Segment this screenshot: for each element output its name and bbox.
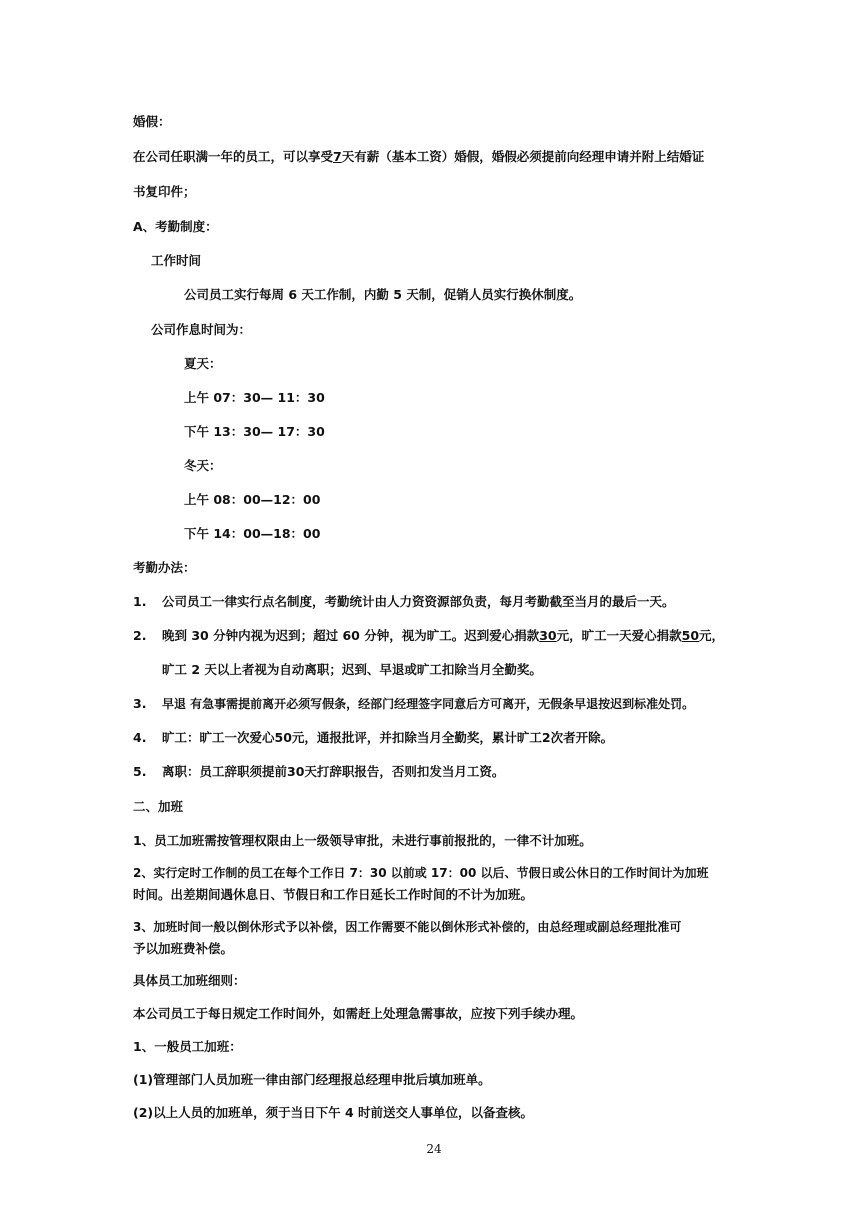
paragraph-line: (1)管理部门人员加班一律由部门经理报总经理申批后填加班单。: [133, 1072, 491, 1087]
list-item: 旷工：旷工一次爱心50元，通报批评，并扣除当月全勤奖，累计旷工2次者开除。: [162, 730, 614, 745]
time-range: 上午 08：00—12：00: [184, 492, 321, 507]
list-number: 1.: [133, 594, 147, 609]
season-label: 冬天：: [184, 458, 222, 473]
paragraph-line: 予以加班费补偿。: [133, 941, 234, 956]
list-item: 离职：员工辞职须提前30天打辞职报告，否则扣发当月工资。: [162, 764, 505, 779]
underlined-value: 7: [333, 149, 342, 164]
list-number: 4.: [133, 730, 147, 745]
paragraph-line: (2)以上人员的加班单，须于当日下午 4 时前送交人事单位，以备查核。: [133, 1105, 534, 1120]
heading-marriage-leave: 婚假：: [133, 114, 171, 129]
paragraph-line: 书复印件；: [133, 184, 196, 199]
list-item: 早退 有急事需提前离开必须写假条，经部门经理签字同意后方可离开，无假条早退按迟到标准处罚。: [162, 697, 695, 711]
paragraph-line: 本公司员工于每日规定工作时间外，如需赶上处理急需事故，应按下列手续办理。: [133, 1006, 584, 1021]
subheading-general-staff: 1、一般员工加班：: [133, 1039, 242, 1054]
list-item: 公司员工一律实行点名制度，考勤统计由人力资资源部负责，每月考勤截至当月的最后一天。: [162, 594, 675, 609]
list-item-continuation: 旷工 2 天以上者视为自动离职；迟到、早退或旷工扣除当月全勤奖。: [162, 662, 542, 677]
subheading-schedule: 公司作息时间为：: [151, 322, 252, 337]
list-item: 晚到 30 分钟内视为迟到；超过 60 分钟，视为旷工。迟到爱心捐款30元，旷工一天爱心捐款50元，: [162, 628, 725, 643]
list-number: 2.: [133, 628, 147, 643]
time-range: 下午 13：30— 17：30: [184, 424, 325, 439]
paragraph-line: 时间。出差期间遇休息日、节假日和工作日延长工作时间的不计为加班。: [133, 887, 534, 902]
paragraph-line: 在公司任职满一年的员工，可以享受7天有薪（基本工资）婚假，婚假必须提前向经理申请并附上结婚证: [133, 149, 705, 164]
subheading-attendance-method: 考勤办法：: [133, 560, 196, 575]
paragraph-line: 1、员工加班需按管理权限由上一级领导审批，未进行事前报批的，一律不计加班。: [133, 833, 592, 848]
underlined-value: 50: [681, 628, 700, 643]
time-range: 上午 07：30— 11：30: [184, 390, 325, 405]
list-number: 3.: [133, 696, 147, 711]
paragraph-line: 公司员工实行每周 6 天工作制，内勤 5 天制，促销人员实行换休制度。: [184, 287, 582, 302]
paragraph-line: 2、实行定时工作制的员工在每个工作日 7：30 以前或 17：00 以后、节假日或公休日的工作时间计为加班: [133, 866, 709, 880]
section-heading-overtime: 二、加班: [133, 799, 184, 814]
subheading-work-hours: 工作时间: [151, 253, 202, 268]
underlined-value: 30: [539, 628, 557, 643]
time-range: 下午 14：00—18：00: [184, 526, 321, 541]
page-number: 24: [426, 1142, 442, 1156]
season-label: 夏天：: [184, 356, 222, 371]
list-number: 5.: [133, 764, 147, 779]
paragraph-line: 3、加班时间一般以倒休形式予以补偿，因工作需要不能以倒休形式补偿的，由总经理或副总经理批准可: [133, 920, 682, 934]
subheading-overtime-rules: 具体员工加班细则：: [133, 973, 246, 988]
section-heading-attendance: A、考勤制度：: [133, 219, 218, 234]
